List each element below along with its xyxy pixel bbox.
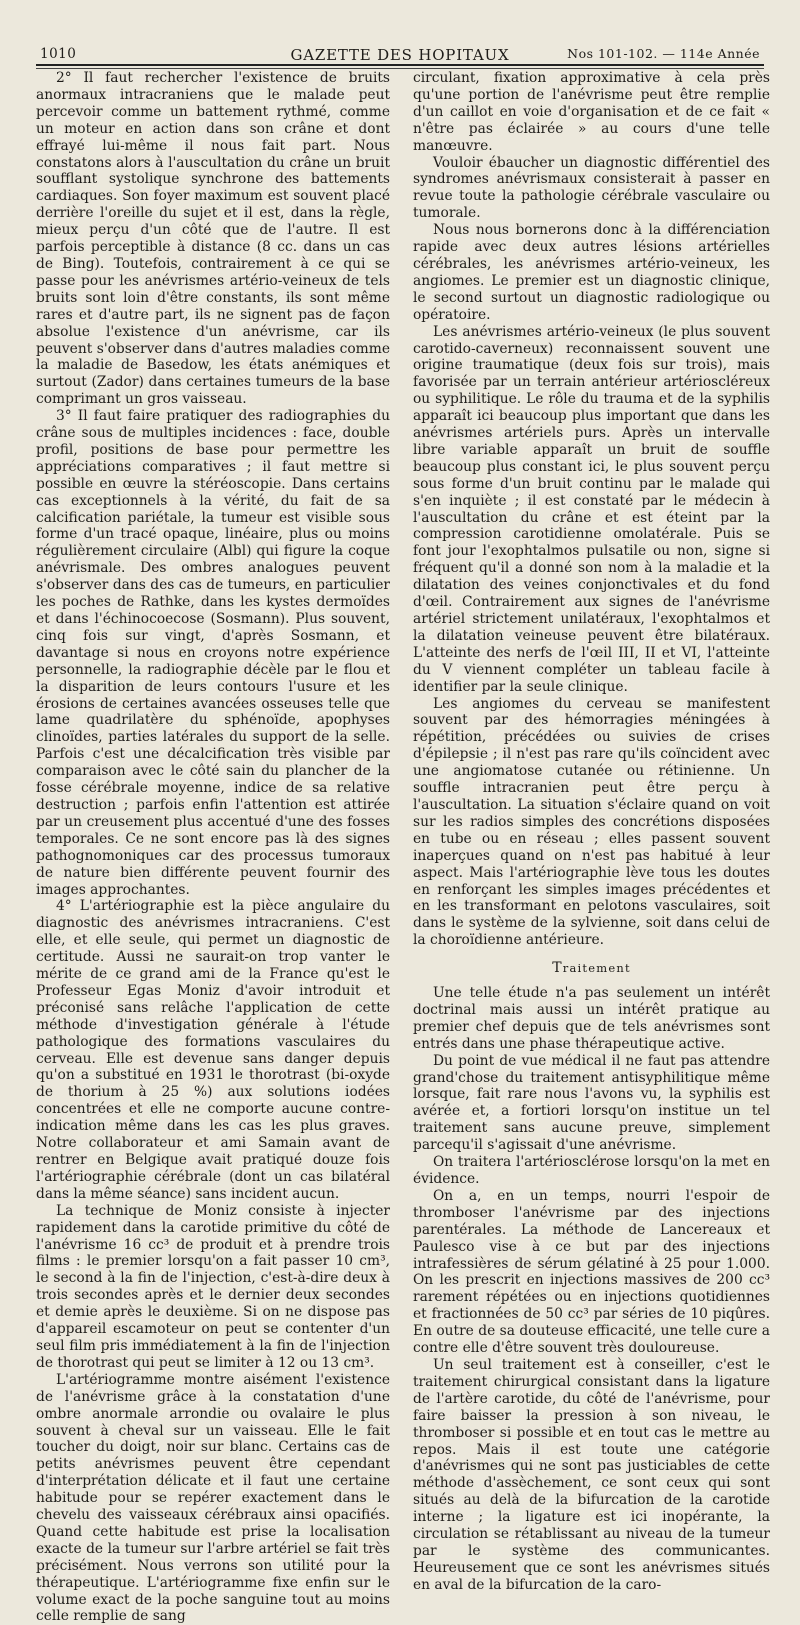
- section-title-traitement: Traitement: [552, 960, 631, 977]
- paragraph-radiographies: 3° Il faut faire pratiquer des radiographies du crâne sous de multiples incidences : face, double profil, positions de base pour permettre les appréciations comparatives ; il faut mettre si possible en œuvre la stéréoscopie. Dans certains cas exceptionnels à la vérité, du fait de sa calcification pariétale, la tumeur est visible sous forme d'un tracé opaque, linéaire, plus ou moins régulièrement circulaire (Albl) qui figure la coque anévrismale. Des ombres analogues peuvent s'observer dans des cas de tumeurs, en particulier les poches de Rathke, dans les kystes dermoïdes et dans l'échinocoecose (Sosmann). Plus souvent, cinq fois sur vingt, d'après Sosmann, et davantage si nous en croyons notre expérience personnelle, la radiographie décèle par le flou et la disparition de leurs contours l'usure et les érosions de certaines avancées osseuses telle que lame quadrilatère du sphénoïde, apophyses clinoïdes, parties latérales du support de la selle. Parfois c'est une décalcification très visible par comparaison avec le côté sain du plancher de la fosse cérébrale moyenne, indice de sa relative destruction ; parfois enfin l'attention est attirée par un creusement plus accentué d'une des fosses temporales. Ce ne sont encore pas là des signes pathognomoniques car des processus tumoraux de nature bien différente peuvent fournir des images approchantes.: [36, 408, 390, 898]
- journal-title: GAZETTE DES HOPITAUX: [290, 46, 510, 64]
- paragraph-traitement-chirurgical: Un seul traitement est à conseiller, c'est le traitement chirurgical consistant dans la ligature de l'artère carotide, du côté de l'anévrisme, pour faire baisser la pression à son niveau, le thromboser si possible et en tout cas le mettre au repos. Mais il est toute une catégorie d'anévrismes qui ne sont pas justiciables de cette méthode d'assèchement, ce sont ceux qui sont situés au delà de la bifurcation de la carotide interne ; la ligature est ici inopérante, la circulation se rétablissant au niveau de la tumeur par le système des communicantes. Heureusement que ce sont les anévrismes situés en aval de la bifurcation de la caro-: [413, 1356, 770, 1593]
- paragraph-continuation: circulant, fixation approximative à cela près qu'une portion de l'anévrisme peut être remplie d'un caillot en voie d'organisation et de ce fait « n'être pas éclairée » au cours d'une telle manœuvre.: [413, 70, 770, 154]
- paragraph-angiomes: Les angiomes du cerveau se manifestent souvent par des hémorragies méningées à répétition, précédées ou suivies de crises d'épilepsie ; il n'est pas rare qu'ils coïncident avec une angiomatose cutanée ou rétinienne. Un souffle intracranien peut être perçu à l'auscultation. La situation s'éclaire quand on voit sur les radios simples des concrétions disposées en tube ou en réseau ; elles passent souvent inaperçues quand on n'est pas habitué à leur aspect. Mais l'artériographie lève tous les doutes en renforçant les simples images précédentes et en les transformant en pelotons vasculaires, soit dans le système de la sylvienne, soit dans celui de la choroïdienne antérieure.: [413, 695, 770, 949]
- left-column: [36, 70, 390, 1625]
- paragraph-anevrismes-arterio-veineux: Les anévrismes artério-veineux (le plus souvent carotido-caverneux) reconnaissent souvent une origine traumatique (deux fois sur trois), mais favorisée par un terrain antérieur artérioscléreux ou syphilitique. Le rôle du trauma et de la syphilis apparaît ici beaucoup plus important que dans les anévrismes artériels purs. Après un intervalle libre variable apparaît un bruit de souffle beaucoup plus constant ici, le plus souvent perçu sous forme d'un bruit continu par le malade qui s'en inquiète ; il est constaté par le médecin à l'auscultation du crâne et est éteint par la compression carotidienne omolatérale. Puis se font jour l'exophtalmos pulsatile ou non, signe si fréquent qu'il a donné son nom à la maladie et la dilatation des veines conjonctivales et du fond d'œil. Contrairement aux signes de l'anévrisme artériel strictement unilatéraux, l'exophtalmos et la dilatation veineuse peuvent être bilatéraux. L'atteinte des nerfs de l'œil III, II et VI, l'atteinte du V viennent compléter un tableau facile à identifier par la seule clinique.: [413, 323, 770, 695]
- paragraph-point-de-vue-medical: Du point de vue médical il ne faut pas attendre grand'chose du traitement antisyphilitique même lorsque, fait rare nous l'avons vu, la syphilis est avérée et, a fortiori lorsqu'on institue un tel traitement sans aucune preuve, simplement parcequ'il s'agissait d'une anévrisme.: [413, 1052, 770, 1154]
- paragraph-bruits: 2° Il faut rechercher l'existence de bruits anormaux intracraniens que le malade peut percevoir comme un battement rythmé, comme un moteur en action dans son crâne et dont effrayé lui-même il nous fait part. Nous constatons alors à l'auscultation du crâne un bruit soufflant systolique synchrone des battements cardiaques. Son foyer maximum est souvent placé derrière l'oreille du sujet et il est, dans la règle, mieux perçu d'un côté que de l'autre. Il est parfois perceptible à distance (8 cc. dans un cas de Bing). Toutefois, contrairement à ce qui se passe pour les anévrismes artério-veineux de tels bruits sont loin d'être constants, ils sont même rares et d'autre part, ils ne signent pas de façon absolue l'existence d'un anévrisme, car ils peuvent s'observer dans d'autres maladies comme la maladie de Basedow, les états anémiques et surtout (Zador) dans certaines tumeurs de la base comprimant un gros vaisseau.: [36, 70, 390, 408]
- paragraph-arteriosclerose: On traitera l'artériosclérose lorsqu'on la met en évidence.: [413, 1154, 770, 1187]
- header-rule-thin: [36, 68, 764, 69]
- right-column: [413, 70, 770, 1593]
- paragraph-diagnostic-differentiel: Vouloir ébaucher un diagnostic différentiel des syndromes anévrismaux consisterait à passer en revue toute la pathologie cérébrale vasculaire ou tumorale.: [413, 154, 770, 222]
- running-header: [36, 44, 764, 64]
- paragraph-technique-moniz: La technique de Moniz consiste à injecter rapidement dans la carotide primitive du côté de l'anévrisme 16 cc³ de produit et à prendre trois films : le premier lorsqu'on a fait passer 10 cm³, le second à la fin de l'injection, c'est-à-dire deux à trois secondes après et le dernier deux secondes et demie après le deuxième. Si on ne dispose pas d'appareil escamoteur on peut se contenter d'un seul film pris immédiatement à la fin de l'injection de thorotrast qui peut se limiter à 12 ou 13 cm³.: [36, 1202, 390, 1371]
- header-rule: [36, 64, 764, 66]
- paragraph-differenciation: Nous nous bornerons donc à la différenciation rapide avec deux autres lésions artérielles cérébrales, les anévrismes artério-veineux, les angiomes. Le premier est un diagnostic clinique, le second surtout un diagnostic radiologique ou opératoire.: [413, 222, 770, 323]
- paragraph-arteriographie: 4° L'artériographie est la pièce angulaire du diagnostic des anévrismes intracraniens. C'est elle, et elle seule, qui permet un diagnostic de certitude. Aussi ne saurait-on trop vanter le mérite de ce grand ami de la France qu'est le Professeur Egas Moniz d'avoir introduit et préconisé sans relâche l'application de cette méthode d'investigation générale à l'étude pathologique des formations vasculaires du cerveau. Elle est devenue sans danger depuis qu'on a substitué en 1931 le thorotrast (bi-oxyde de thorium à 25 %) aux solutions iodées concentrées et elle ne comporte aucune contre-indication même dans les cas les plus graves. Notre collaborateur et ami Samain avant de rentrer en Belgique avait pratiqué douze fois l'artériographie cérébrale (dont un cas bilatéral dans la même séance) sans incident aucun.: [36, 898, 390, 1202]
- paragraph-interet: Une telle étude n'a pas seulement un intérêt doctrinal mais aussi un intérêt pratique au premier chef depuis que de tels anévrismes sont entrés dans une phase thérapeutique active.: [413, 985, 770, 1052]
- page-number: 1010: [40, 46, 77, 62]
- issue-info: Nos 101-102. — 114e Année: [567, 46, 760, 61]
- paragraph-thromboser: On a, en un temps, nourri l'espoir de thromboser l'anévrisme par des injections parentérales. La méthode de Lancereaux et Paulesco vise à ce but par des injections intrafessières de sérum gélatiné à 25 pour 1.000. On les prescrit en injections massives de 200 cc³ rarement répétées ou en injections quotidiennes et fractionnées de 50 cc³ par séries de 10 piqûres. En outre de sa douteuse efficacité, une telle cure a contre elle d'être souvent très douloureuse.: [413, 1187, 770, 1357]
- paragraph-arteriogramme: L'artériogramme montre aisément l'existence de l'anévrisme grâce à la constatation d'une ombre anormale arrondie ou ovalaire le plus souvent à cheval sur un vaisseau. Elle le fait toucher du doigt, noir sur blanc. Certains cas de petits anévrismes peuvent être cependant d'interprétation délicate et il faut une certaine habitude pour se repérer exactement dans le chevelu des vaisseaux cérébraux ainsi opacifiés. Quand cette habitude est prise la localisation exacte de la tumeur sur l'arbre artériel se fait très précisément. Nous verrons son utilité pour la thérapeutique. L'artériogramme fixe enfin sur le volume exact de la poche sanguine tout au moins celle remplie de sang: [36, 1371, 390, 1625]
